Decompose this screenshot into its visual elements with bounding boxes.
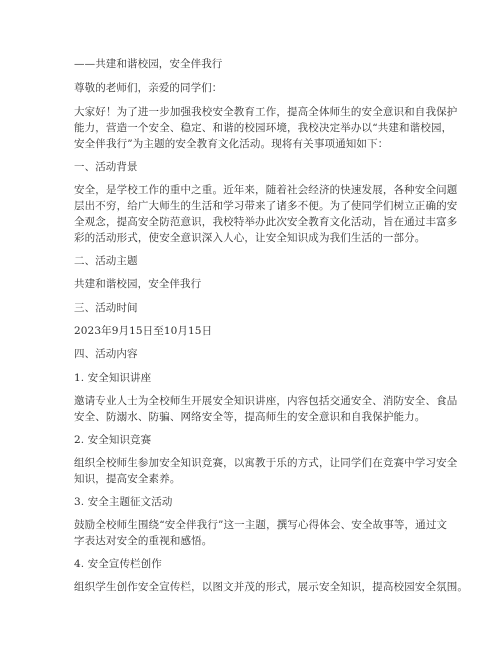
item-heading-essay: 3. 安全主题征文活动 (74, 496, 173, 508)
item-heading-quiz: 2. 安全知识竞赛 (74, 434, 152, 446)
greeting: 尊敬的老师们，亲爱的同学们： (74, 82, 223, 94)
doc-subtitle: ——共建和谐校园，安全伴我行 (74, 58, 223, 70)
background-line: 安全，是学校工作的重中之重。近年来，随着社会经济的快速发展，各种安全问题 (74, 184, 458, 196)
item-heading-poster: 4. 安全宣传栏创作 (74, 558, 162, 570)
background-line: 全观念，提高安全防范意识，我校特举办此次安全教育文化活动，旨在通过丰富多 (74, 216, 458, 228)
poster-line: 组织学生创作安全宣传栏，以图文并茂的形式，展示安全知识，提高校园安全氛围。 (74, 581, 469, 593)
essay-line: 鼓励全校师生围绕“安全伴我行”这一主题，撰写心得体会、安全故事等，通过文 (74, 519, 448, 531)
intro-line: 能力，营造一个安全、稳定、和谐的校园环境，我校决定举办以“共建和谐校园， (74, 122, 453, 134)
intro-line: 大家好！为了进一步加强我校安全教育工作，提高全体师生的安全意识和自我保护 (74, 106, 458, 118)
lecture-line: 安全、防溺水、防骗、网络安全等，提高师生的安全意识和自我保护能力。 (74, 411, 426, 423)
time-text: 2023年9月15日至10月15日 (74, 325, 213, 337)
essay-line: 字表达对安全的重视和感悟。 (74, 535, 213, 547)
background-line: 彩的活动形式，使安全意识深入人心，让安全知识成为我们生活的一部分。 (74, 232, 426, 244)
intro-line: 安全伴我行”为主题的安全教育文化活动。现将有关事项通知如下： (74, 138, 389, 150)
section-heading-content: 四、活动内容 (74, 348, 138, 360)
background-line: 层出不穷，给广大师生的生活和学习带来了诸多不便。为了使同学们树立正确的安 (74, 200, 458, 212)
quiz-line: 知识，提高安全素养。 (74, 473, 181, 485)
theme-text: 共建和谐校园，安全伴我行 (74, 278, 202, 290)
section-heading-time: 三、活动时间 (74, 302, 138, 314)
section-heading-theme: 二、活动主题 (74, 255, 138, 267)
section-heading-background: 一、活动背景 (74, 161, 138, 173)
quiz-line: 组织全校师生参加安全知识竞赛，以寓教于乐的方式，让同学们在竞赛中学习安全 (74, 457, 458, 469)
item-heading-lecture: 1. 安全知识讲座 (74, 372, 152, 384)
lecture-line: 邀请专业人士为全校师生开展安全知识讲座，内容包括交通安全、消防安全、食品 (74, 395, 458, 407)
